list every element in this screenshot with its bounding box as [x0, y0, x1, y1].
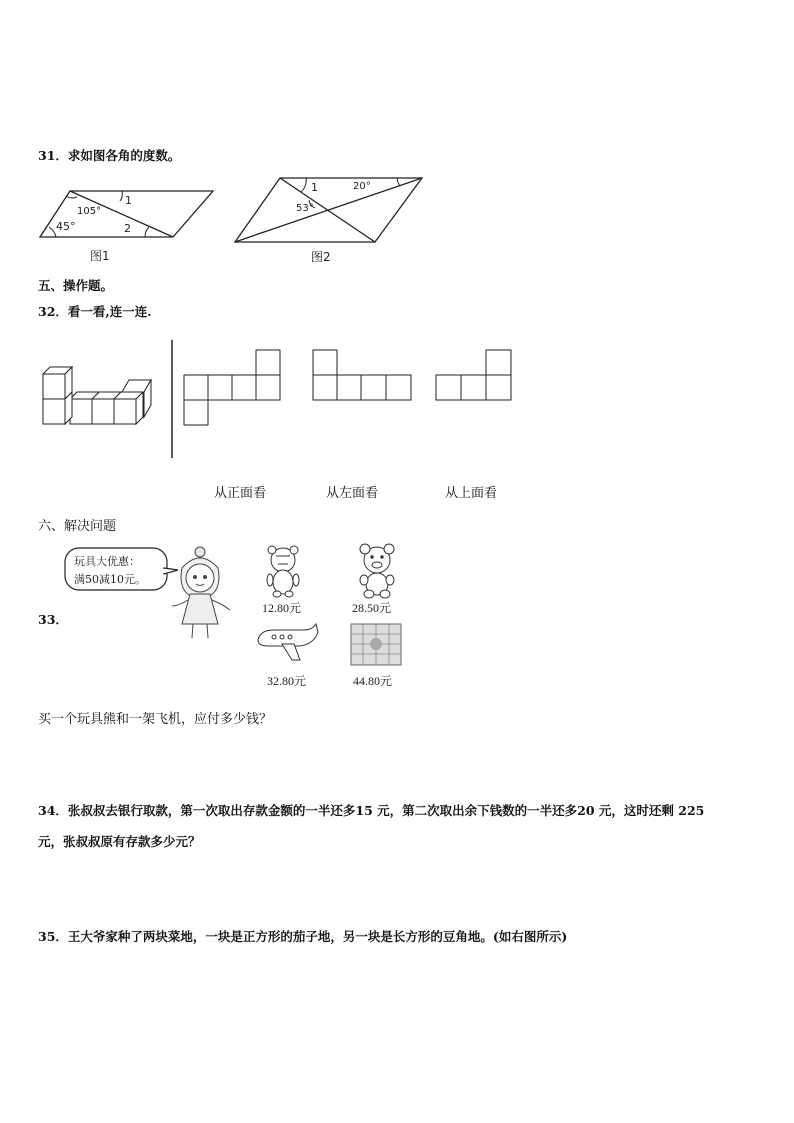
girl-illustration [172, 547, 230, 638]
arc-fig2-20 [397, 178, 400, 186]
label-fig2-53: 53° [296, 203, 314, 214]
price-plane: 32.80元 [267, 674, 307, 688]
cube-solid [43, 367, 151, 424]
question-number: 35． [38, 929, 68, 944]
price-tiger: 12.80元 [262, 601, 302, 615]
figure-2 [235, 178, 422, 264]
label-105: 105° [77, 206, 102, 217]
question-number: 32． [38, 304, 68, 319]
question-text-line-1: 张叔叔去银行取款，第一次取出存款金额的一半还多15 元，第二次取出余下钱数的一半还多20 元，这时还剩 225 [67, 803, 705, 818]
question-34-line-1 [38, 801, 704, 819]
question-31 [38, 146, 180, 164]
caption-fig1: 图1 [90, 249, 110, 263]
question-33-text: 买一个玩具熊和一架飞机，应付多少钱？ [38, 712, 273, 727]
label-1: 1 [125, 194, 132, 207]
section-5-title: 五、操作题。 [38, 278, 114, 293]
angle-figures [30, 170, 440, 270]
bubble-line-1: 玩具大优惠： [74, 555, 140, 568]
question-text: 看一看,连一连. [67, 304, 152, 319]
bear-toy-icon [360, 544, 394, 598]
question-35 [38, 927, 567, 945]
plane-toy-icon [258, 624, 318, 660]
question-number: 34． [38, 803, 68, 818]
caption-fig2: 图2 [311, 250, 331, 264]
question-32 [38, 302, 152, 320]
arc-2 [145, 227, 149, 237]
question-text: 求如图各角的度数。 [67, 148, 181, 163]
section-6-title: 六、解决问题 [38, 519, 117, 534]
label-fig2-20: 20° [353, 181, 371, 192]
question-33-number: 33． [38, 612, 68, 627]
tiger-toy-icon [267, 546, 299, 597]
label-2: 2 [124, 222, 131, 235]
figure-1 [40, 191, 213, 263]
question-number: 31． [38, 148, 68, 163]
diagonal-2b [235, 178, 422, 242]
toy-shop-illustration [60, 540, 410, 695]
price-bear: 28.50元 [352, 601, 392, 615]
price-puzzle: 44.80元 [353, 674, 393, 688]
bubble-line-2: 满50减10元。 [74, 573, 146, 586]
view-label-top[interactable]: 从上面看 [445, 486, 498, 501]
arc-fig2-1 [301, 178, 306, 192]
label-fig2-1: 1 [311, 181, 318, 194]
arc-45 [49, 227, 56, 237]
speech-bubble [65, 548, 178, 590]
view-label-front[interactable]: 从正面看 [214, 486, 267, 501]
view-b [313, 350, 411, 400]
view-a [184, 350, 280, 425]
question-34-line-2: 元，张叔叔原有存款多少元？ [38, 834, 201, 849]
arc-105 [66, 196, 77, 198]
puzzle-toy-icon [351, 624, 401, 665]
question-text: 王大爷家种了两块菜地，一块是正方形的茄子地，另一块是长方形的豆角地。(如右图所示) [67, 929, 568, 944]
arc-1 [120, 191, 122, 201]
label-45: 45° [56, 220, 76, 233]
cube-views [36, 336, 526, 464]
view-label-left[interactable]: 从左面看 [326, 486, 379, 501]
view-c [436, 350, 511, 400]
